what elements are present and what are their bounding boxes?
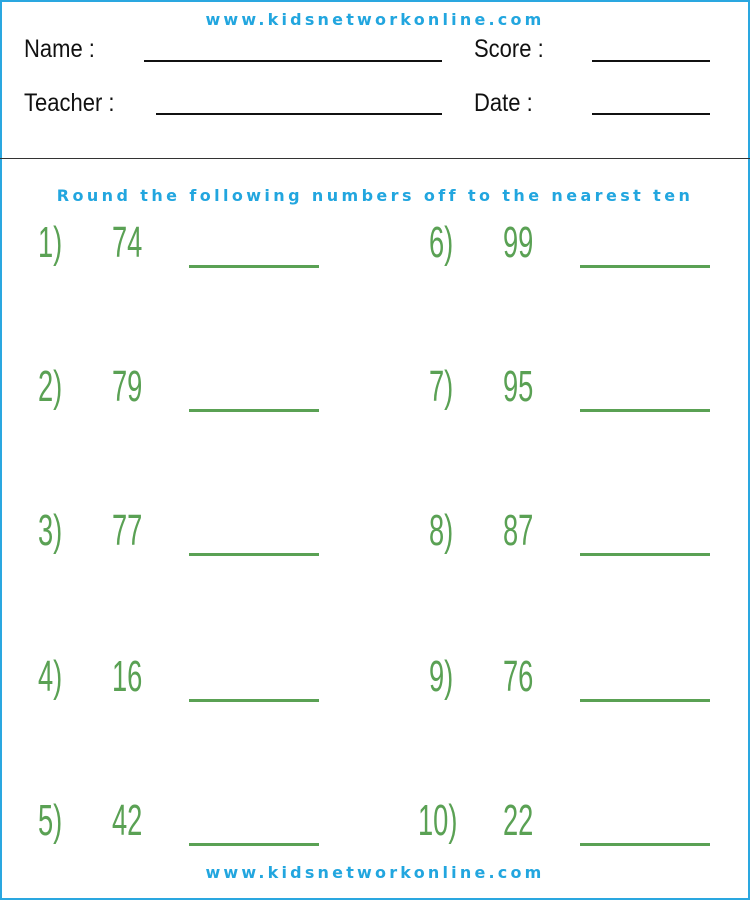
question-item — [38, 796, 328, 856]
score-label: Score : — [474, 35, 544, 63]
answer-line[interactable] — [189, 409, 319, 412]
question-value: 99 — [503, 218, 534, 267]
site-url-top: www.kidsnetworkonline.com — [205, 10, 545, 29]
question-item — [429, 506, 719, 566]
teacher-label: Teacher : — [24, 89, 115, 117]
question-number: 9) — [429, 652, 454, 701]
question-value: 74 — [112, 218, 143, 267]
question-item — [418, 796, 718, 856]
question-item — [429, 652, 719, 712]
site-url-bottom: www.kidsnetworkonline.com — [205, 863, 545, 882]
question-number: 1) — [38, 218, 63, 267]
question-value: 79 — [112, 362, 143, 411]
answer-line[interactable] — [580, 553, 710, 556]
question-number: 7) — [429, 362, 454, 411]
answer-line[interactable] — [580, 409, 710, 412]
header-divider — [0, 158, 750, 159]
question-value: 42 — [112, 796, 143, 845]
name-label: Name : — [24, 35, 95, 63]
answer-line[interactable] — [189, 699, 319, 702]
question-item — [38, 506, 328, 566]
question-item — [429, 218, 719, 278]
question-value: 87 — [503, 506, 534, 555]
answer-line[interactable] — [580, 265, 710, 268]
teacher-field-line[interactable] — [156, 113, 442, 115]
instruction-text: Round the following numbers off to the nearest ten — [56, 186, 694, 205]
question-item — [429, 362, 719, 422]
name-field-line[interactable] — [144, 60, 442, 62]
question-item — [38, 362, 328, 422]
answer-line[interactable] — [580, 699, 710, 702]
question-number: 10) — [418, 796, 458, 845]
question-value: 16 — [112, 652, 143, 701]
question-item — [38, 218, 328, 278]
date-label: Date : — [474, 89, 533, 117]
date-field-line[interactable] — [592, 113, 710, 115]
answer-line[interactable] — [189, 265, 319, 268]
question-number: 3) — [38, 506, 63, 555]
question-number: 4) — [38, 652, 63, 701]
answer-line[interactable] — [189, 843, 319, 846]
answer-line[interactable] — [189, 553, 319, 556]
question-value: 76 — [503, 652, 534, 701]
question-number: 8) — [429, 506, 454, 555]
question-value: 95 — [503, 362, 534, 411]
answer-line[interactable] — [580, 843, 710, 846]
question-number: 2) — [38, 362, 63, 411]
question-value: 77 — [112, 506, 143, 555]
score-field-line[interactable] — [592, 60, 710, 62]
question-number: 5) — [38, 796, 63, 845]
question-number: 6) — [429, 218, 454, 267]
question-item — [38, 652, 328, 712]
question-value: 22 — [503, 796, 534, 845]
